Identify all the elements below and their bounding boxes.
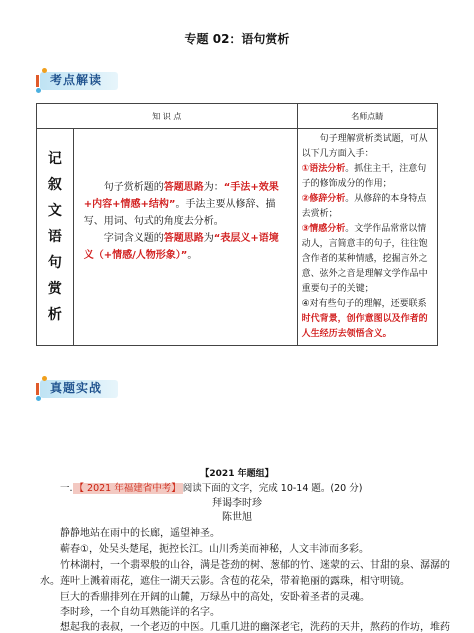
question-intro: 一. 【 2021 年福建省中考】 阅读下面的文字，完成 10-14 题。(20 分) xyxy=(60,483,363,494)
article-author: 陈世旭 xyxy=(222,512,252,523)
section-banner-kaodian xyxy=(36,68,120,92)
article-line: 水。莲叶上溅着雨花，遮住一湖天云影。含苞的花朵，带着艳丽的露珠，相守明镜。 xyxy=(40,576,410,587)
tip-item: ①语法分析。抓住主干，注意句子的修饰成分的作用； xyxy=(301,164,427,189)
article-title: 拜谒李时珍 xyxy=(212,498,262,509)
section-banner-zhenti xyxy=(36,376,120,400)
decor-dot-icon xyxy=(36,88,41,93)
article-line: 蕲春①，处吴头楚尾，扼控长江。山川秀美而神秘，人文丰沛而多彩。 xyxy=(60,544,369,555)
article-line: 李时珍，一个自幼耳熟能详的名字。 xyxy=(60,607,220,618)
article-line: 竹林湖村，一个翡翠般的山谷，满是苍劲的树、葱郁的竹、迷蒙的云、甘甜的泉、潺潺的 xyxy=(60,560,450,571)
source-tag: 【 2021 年福建省中考】 xyxy=(74,483,181,494)
tips-intro: 句子理解赏析类试题，可从以下几方面入手： xyxy=(301,134,428,159)
page-title: 专题 02：语句赏析 xyxy=(184,32,290,46)
header-tips: 名师点睛 xyxy=(297,104,437,129)
decor-dot-icon xyxy=(42,68,47,73)
article-line: 巨大的香鼎排列在开阔的山麓，万绿丛中的高处，安卧着圣者的灵魂。 xyxy=(60,592,370,603)
decor-dot-icon xyxy=(36,396,41,401)
article-line: 想起我的表叔，一个老迈的中医。几重几进的幽深老宅，洗药的天井，熬药的作坊，堆药 xyxy=(60,622,450,633)
article-line: 静静地站在雨中的长廊，遥望神圣。 xyxy=(60,528,220,539)
tip-item: ④对有些句子的理解，还要联系时代背景，创作意图以及作者的人生经历去领悟含义。 xyxy=(301,299,428,339)
tips-content xyxy=(297,129,437,346)
header-knowledge: 知 识 点 xyxy=(37,104,298,129)
knowledge-content xyxy=(73,129,297,346)
paragraph-word: 字词含义题的答题思路为“表层义+语境义（+情感/人物形象）”。 xyxy=(83,233,279,261)
tip-item: ②修辞分析。从修辞的本身特点去赏析； xyxy=(301,194,427,219)
side-label: 记叙文语句赏析 xyxy=(37,129,74,346)
banner-label: 考点解读 xyxy=(50,73,103,87)
knowledge-table xyxy=(36,103,438,346)
paragraph-sentence: 句子赏析题的答题思路为：“手法+效果+内容+情感+结构”。手法主要从修辞、描写、用词、句式的角度去分析。 xyxy=(83,182,279,227)
banner-label: 真题实战 xyxy=(50,381,103,395)
tip-item: ③情感分析。文学作品常常以情动人，言简意丰的句子，往往饱含作者的某种情感，挖掘言外之意、弦外之音是理解文学作品中重要句子的关键； xyxy=(301,224,428,294)
year-heading: 【2021 年题组】 xyxy=(200,469,274,479)
decor-dot-icon xyxy=(42,376,47,381)
